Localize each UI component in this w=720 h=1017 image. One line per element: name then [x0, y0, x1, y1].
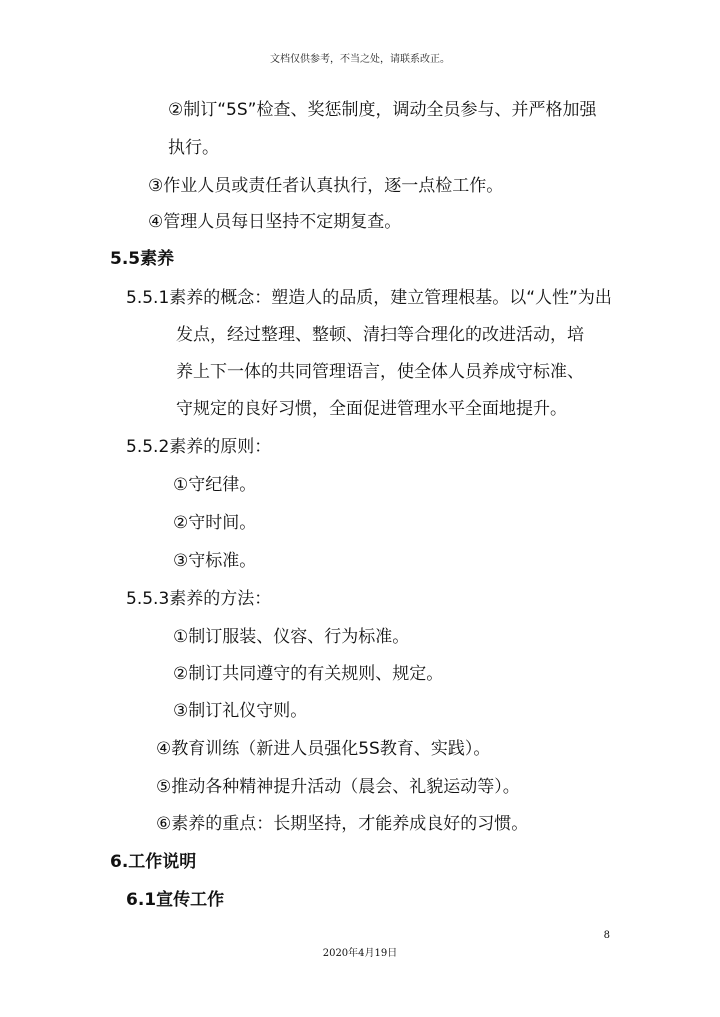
page-number: 8 — [603, 930, 610, 941]
section-heading: 6.工作说明 — [110, 852, 197, 872]
list-item: ③制订礼仪守则。 — [173, 701, 308, 721]
text-line: 发点，经过整理、整顿、清扫等合理化的改进活动，培 — [176, 325, 584, 345]
list-item: ②制订共同遵守的有关规则、规定。 — [173, 664, 444, 684]
list-item: ⑥素养的重点：长期坚持，才能养成良好的习惯。 — [156, 814, 529, 834]
text-line: 守规定的良好习惯，全面促进管理水平全面地提升。 — [176, 399, 567, 419]
text-line: 5.5.1素养的概念：塑造人的品质，建立管理根基。以“人性”为出 — [126, 288, 612, 308]
list-item: ③守标准。 — [173, 551, 257, 571]
text-line: ②制订“5S”检查、奖惩制度，调动全员参与、并严格加强 — [168, 100, 597, 120]
header-note: 文档仅供参考，不当之处，请联系改正。 — [270, 54, 450, 65]
list-item: ④教育训练（新进人员强化5S教育、实践）。 — [156, 739, 491, 759]
footer-date: 2020年4月19日 — [322, 948, 398, 959]
text-line: ③作业人员或责任者认真执行，逐一点检工作。 — [148, 176, 504, 196]
section-heading: 5.5素养 — [110, 249, 175, 269]
text-line: 执行。 — [168, 138, 219, 158]
list-item: ②守时间。 — [173, 513, 257, 533]
list-item: ⑤推动各种精神提升活动（晨会、礼貌运动等）。 — [156, 777, 520, 797]
text-line: ④管理人员每日坚持不定期复查。 — [148, 212, 402, 232]
text-line: 养上下一体的共同管理语言，使全体人员养成守标准、 — [176, 362, 584, 382]
section-heading: 6.1宣传工作 — [126, 890, 225, 910]
subsection-heading: 5.5.3素养的方法： — [126, 589, 272, 609]
list-item: ①制订服装、仪容、行为标准。 — [173, 627, 410, 647]
list-item: ①守纪律。 — [173, 475, 257, 495]
subsection-heading: 5.5.2素养的原则： — [126, 437, 272, 457]
